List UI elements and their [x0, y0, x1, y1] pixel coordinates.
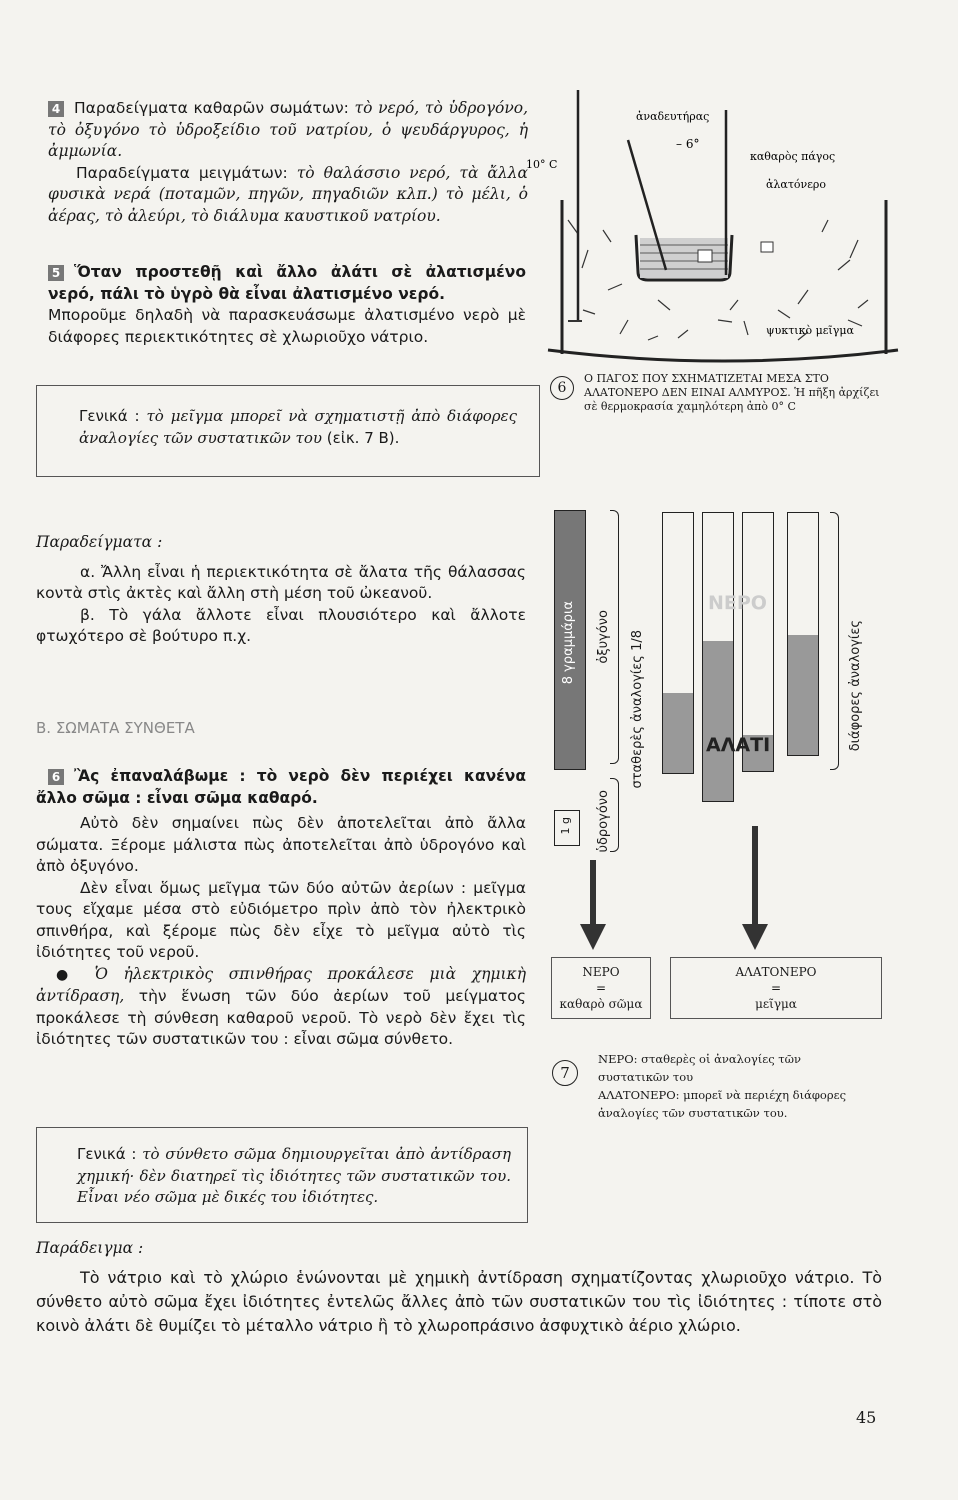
general-box-2 [36, 1127, 528, 1223]
various-label: διάφορες ἀναλογίες [848, 620, 863, 752]
section-number: 6 [48, 769, 64, 785]
figure-number: 7 [552, 1060, 578, 1086]
arrow-right-shaft [752, 826, 758, 932]
box-text: τὸ σύνθετο σῶμα δημιουργεῖται ἀπὸ ἀντίδραση χημική· δὲν διατηρεῖ τὶς ἰδιότητες τῶν συστατικῶν του. Εἶναι νέο σῶμα μὲ δικές του ἰδιότητες. [77, 1145, 511, 1206]
salt-overlay-label: ΑΛΑΤΙ [706, 734, 771, 756]
example-a: α. Ἄλλη εἶναι ἡ περιεκτικότητα σὲ ἄλατα τῆς θάλασσας κοντὰ στὶς ἀκτὲς καὶ ἄλλη στὴ μέση τοῦ ὠκεανοῦ. [36, 562, 526, 602]
box-label: Γενικά : [79, 407, 140, 425]
section-5-text: Μποροῦμε δηλαδὴ νὰ παρασκευάσωμε ἀλατισμένο νερὸ μὲ διάφορες περιεκτικότητες σὲ χλωριοῦχο νάτριο. [48, 306, 526, 346]
arrow-down-icon [580, 924, 606, 950]
oxygen-bar [554, 510, 586, 770]
water-overlay-label: ΝΕΡΟ [708, 592, 767, 614]
examples [36, 532, 526, 648]
caption-rest: Ἡ πῆξη ἀρχίζει σὲ θερμοκρασία χαμηλότερη ἀπὸ 0° C [584, 386, 880, 413]
brine-box-sub: μεῖγμα [755, 997, 797, 1011]
section-6 [36, 766, 526, 1051]
hydrogen-label: ὑδρογόνο [596, 790, 611, 853]
section-6-lead: Ἂς ἐπαναλάβωμε : τὸ νερὸ δὲν περιέχει κανένα ἄλλο σῶμα : εἶναι σῶμα καθαρό. [36, 767, 526, 807]
stirrer-label: ἀναδευτήρας [636, 110, 710, 123]
section-6-p3-italic: Ὁ ἠλεκτρικὸς σπινθήρας προκάλεσε μιὰ χημικὴ ἀντίδραση, [36, 964, 527, 1005]
section-number: 4 [48, 101, 64, 117]
section-number: 5 [48, 265, 64, 281]
figure-7 [542, 510, 892, 960]
ice-crystal [698, 250, 712, 262]
oxygen-label: ὀξυγόνο [596, 610, 611, 664]
brine-box-eq: = [770, 981, 782, 995]
temp-label-1: 10° C [526, 158, 558, 171]
brine-label: ἀλατόνερο [766, 178, 827, 191]
section-6-p2: Δὲν εἶναι ὅμως μεῖγμα τῶν δύο αὐτῶν ἀερίων : μεῖγμα τους εἴχαμε μέσα στὸ εὐδιόμετρο πρὶν ἀπὸ τὸν ἠλεκτρικὸ σπινθήρα, καὶ ξέρομε πὼς δὲν εἶχε τὸ μεῖγμα αὐτὸ τὶς ἰδιότητες τοῦ νεροῦ. [36, 878, 526, 961]
arrow-left-shaft [590, 860, 596, 932]
gram1-label: 1 g [559, 817, 572, 835]
box-text: τὸ μεῖγμα μπορεῖ νὰ σχηματιστῇ ἀπὸ διάφορες ἀναλογίες τῶν συστατικῶν του [79, 407, 517, 447]
bullet-icon: ● [56, 966, 79, 983]
example-2 [36, 1238, 882, 1338]
hydrogen-box [554, 810, 580, 846]
section-5-lead: Ὅταν προστεθῇ καὶ ἄλλο ἀλάτι σὲ ἀλατισμένο νερό, πάλι τὸ ὑγρὸ θὰ εἶναι ἀλατισμένο νερό. [48, 263, 526, 303]
grams8-label: 8 γραμμάρια [561, 601, 576, 685]
example-2-heading: Παράδειγμα : [36, 1239, 144, 1257]
figure-6-caption [550, 372, 880, 414]
caption-caps: Ο ΠΑΓΟΣ ΠΟΥ ΣΧΗΜΑΤΙΖΕΤΑΙ ΜΕΣΑ ΣΤΟ ΑΛΑΤΟΝΕΡΟ ΔΕΝ ΕΙΝΑΙ ΑΛΜΥΡΟΣ. [584, 372, 829, 399]
brine-box [670, 957, 882, 1019]
box-label: Γενικά : [77, 1145, 137, 1163]
bracket-various [830, 512, 839, 770]
bracket-hydrogen [610, 778, 619, 852]
section-b-title: Β. ΣΩΜΑΤΑ ΣΥΝΘΕΤΑ [36, 719, 195, 737]
page-number: 45 [856, 1408, 877, 1427]
arrow-down-icon [742, 924, 768, 950]
ice-label: καθαρὸς πάγος [750, 150, 836, 163]
water-box-eq: = [595, 981, 607, 995]
ice-crystal [761, 242, 773, 252]
bracket-oxygen [610, 510, 619, 764]
figure-7-caption [552, 1050, 852, 1122]
salt-bar-2 [702, 512, 734, 802]
mix-heading: Παραδείγματα μειγμάτων: [76, 163, 288, 182]
caption-line-1: ΝΕΡΟ: σταθερὲς οἱ ἀναλογίες τῶν συστατικῶν του [598, 1052, 802, 1084]
salt-bar-4 [787, 512, 819, 756]
pure-list: τὸ νερό, τὸ ὑδρογόνο, τὸ ὀξυγόνο τὸ ὑδροξείδιο τοῦ νατρίου, ὁ ψευδάργυρος, ἡ ἀμμωνία. [48, 99, 529, 160]
caption-line-2: ΑΛΑΤΟΝΕΡΟ: μπορεῖ νὰ περιέχη διάφορες ἀναλογίες τῶν συστατικῶν του. [598, 1088, 847, 1120]
vessel-bottom [548, 350, 898, 361]
mix-list-1: τὸ θαλάσσιο νερό, τὰ ἄλλα φυσικὰ νερά (ποταμῶν, πηγῶν, πηγαδιῶν κλπ.) [48, 163, 528, 203]
temp-label-2: – 6° [676, 137, 700, 151]
water-box [551, 957, 651, 1019]
section-5 [48, 262, 526, 348]
constant-label: σταθερὲς ἀναλογίες 1/8 [630, 630, 645, 789]
water-box-sub: καθαρὸ σῶμα [559, 997, 643, 1011]
section-6-p3: τὴν ἕνωση τῶν δύο ἀερίων τοῦ μείγματος προκάλεσε τὴ σύνθεση καθαροῦ νεροῦ. Τὸ νερὸ δὲν ἔχει τὶς ἰδιότητες τῶν συστατικῶν του : εἶναι σῶμα σύνθετο. [36, 987, 526, 1048]
example-b: β. Τὸ γάλα ἄλλοτε εἶναι πλουσιότερο καὶ ἄλλοτε φτωχότερο σὲ βούτυρο π.χ. [36, 605, 526, 645]
mix-list-2: τὸ μέλι, ὁ ἀέρας, τὸ ἀλεύρι, τὸ διάλυμα καυστικοῦ νατρίου. [48, 185, 528, 225]
figure-6-diagram [526, 90, 900, 375]
salt-bar-3 [742, 512, 774, 772]
pure-heading: Παραδείγματα καθαρῶν σωμάτων: [74, 99, 349, 117]
water-box-title: ΝΕΡΟ [582, 965, 620, 979]
box-ref: (εἰκ. 7 Β). [326, 428, 400, 447]
salt-bar-1 [662, 512, 694, 774]
brine-liquid [640, 238, 728, 278]
figure-number: 6 [550, 376, 574, 400]
example-2-text: Τὸ νάτριο καὶ τὸ χλώριο ἑνώνονται μὲ χημικὴ ἀντίδραση σχηματίζοντας χλωριοῦχο νάτριο. Τὸ σύνθετο αὐτὸ σῶμα ἔχει ἰδιότητες ἐντελῶς ἄλλες ἀπὸ τῶν συστατικῶν του τὶς ἰδιότητες : τίποτε στὸ κοινὸ ἀλάτι δὲ θυμίζει τὸ μέταλλο νάτριο ἢ τὸ χλωροπράσινο ἀσφυχτικὸ ἀέριο χλώριο. [36, 1267, 882, 1335]
section-4 [48, 98, 528, 227]
brine-box-title: ΑΛΑΤΟΝΕΡΟ [735, 965, 817, 979]
section-6-p1: Αὐτὸ δὲν σημαίνει πὼς δὲν ἀποτελεῖται ἀπὸ ἄλλα σώματα. Ξέρομε μάλιστα πὼς ἀποτελεῖται ἀπὸ ὑδρογόνο καὶ ἀπὸ ὀξυγόνο. [36, 814, 526, 875]
general-box-1 [36, 385, 540, 477]
mix-label: ψυκτικὸ μεῖγμα [766, 324, 854, 337]
examples-heading: Παραδείγματα : [36, 533, 163, 551]
